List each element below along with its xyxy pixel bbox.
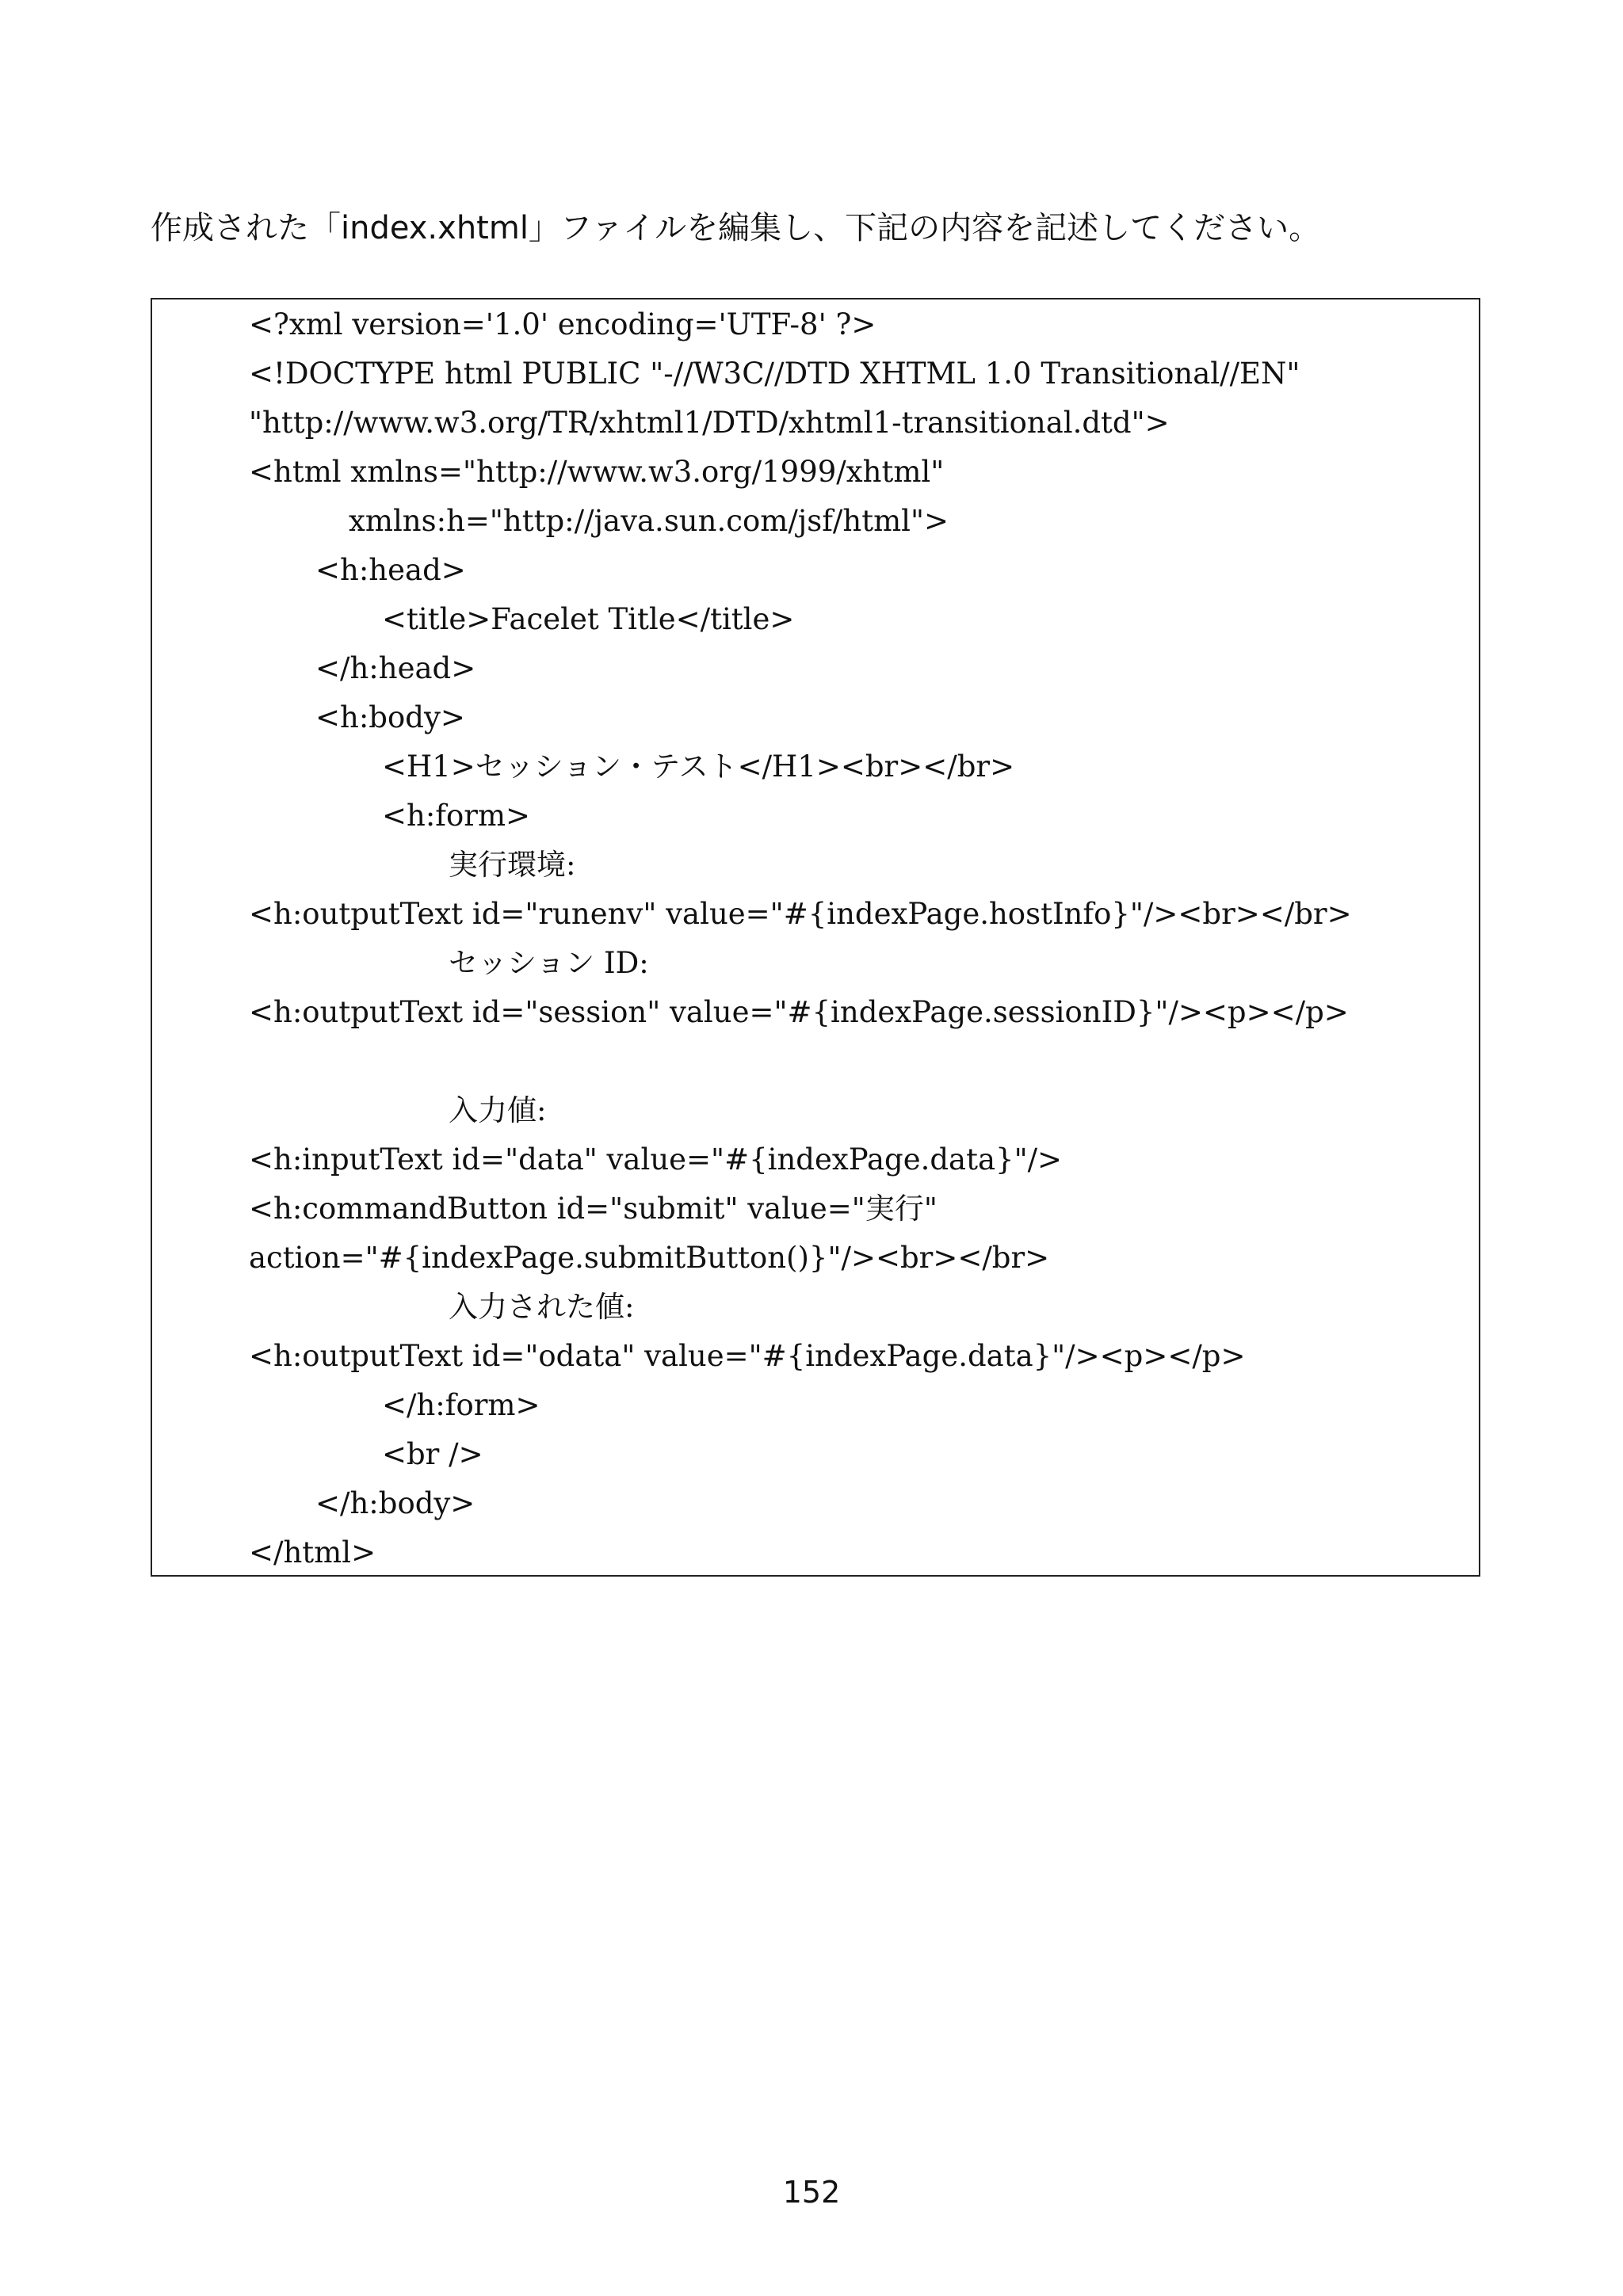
code-line: <h:head> (315, 553, 466, 587)
code-line: <h:outputText id="odata" value="#{indexPage.data}"/><p></p> (249, 1339, 1246, 1373)
code-line: </html> (249, 1535, 376, 1569)
code-line: <html xmlns="http://www.w3.org/1999/xhtml" (249, 455, 945, 489)
code-line: 入力された値: (449, 1290, 635, 1324)
code-line: <title>Facelet Title</title> (382, 602, 795, 636)
code-line: <h:inputText id="data" value="#{indexPage.data}"/> (249, 1142, 1063, 1177)
code-line: 実行環境: (449, 848, 576, 882)
code-line: </h:form> (382, 1388, 540, 1422)
code-line: <h:body> (315, 700, 465, 734)
code-line: <h:outputText id="session" value="#{indexPage.sessionID}"/><p></p> (249, 995, 1349, 1029)
page-number: 152 (782, 2175, 841, 2210)
code-line: <h:commandButton id="submit" value="実行" (249, 1192, 938, 1226)
code-listing-box (151, 298, 1480, 1577)
instruction-text: 作成された「index.xhtml」ファイルを編集し、下記の内容を記述してください。 (151, 210, 1321, 246)
code-line: action="#{indexPage.submitButton()}"/><br></br> (249, 1241, 1050, 1275)
code-line: <?xml version='1.0' encoding='UTF-8' ?> (249, 307, 876, 341)
code-line: xmlns:h="http://java.sun.com/jsf/html"> (349, 504, 949, 538)
code-line: <br /> (382, 1437, 483, 1471)
code-line: "http://www.w3.org/TR/xhtml1/DTD/xhtml1-transitional.dtd"> (249, 406, 1170, 440)
code-line: <!DOCTYPE html PUBLIC "-//W3C//DTD XHTML 1.0 Transitional//EN" (249, 357, 1300, 391)
code-line: </h:head> (315, 651, 476, 685)
code-line: <h:form> (382, 799, 531, 833)
code-line: </h:body> (315, 1486, 475, 1520)
code-line: <h:outputText id="runenv" value="#{indexPage.hostInfo}"/><br></br> (249, 897, 1352, 931)
code-line: 入力値: (449, 1093, 547, 1127)
code-line: <H1>セッション・テスト</H1><br></br> (382, 749, 1015, 784)
code-line: セッション ID: (449, 946, 649, 980)
